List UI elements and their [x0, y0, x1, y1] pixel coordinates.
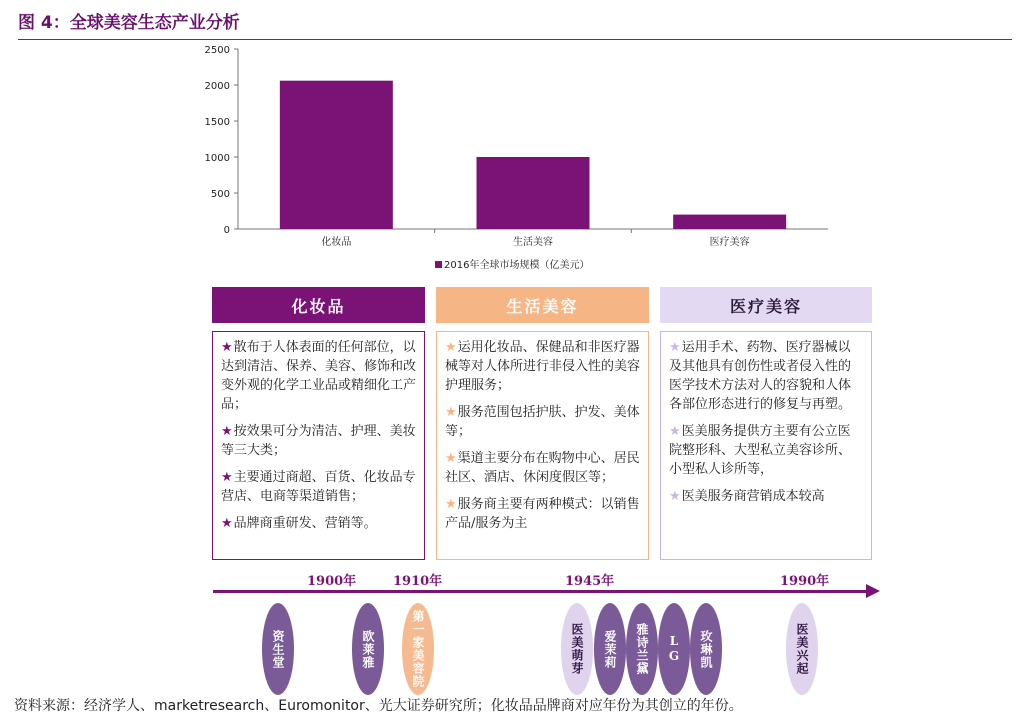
star-icon: ★ — [669, 424, 681, 439]
figure-title: 图 4：全球美容生态产业分析 — [18, 13, 240, 33]
timeline-event: 医美兴起 — [786, 603, 818, 695]
bar — [673, 215, 786, 229]
x-tick-label: 医疗美容 — [709, 237, 750, 248]
timeline-arrow-icon — [866, 584, 880, 598]
timeline-year: 1900年 — [307, 574, 357, 589]
panel-header-medical-beauty: 医疗美容 — [660, 287, 872, 323]
timeline-event: 第一家美容院 — [402, 603, 434, 695]
panel-header-lifestyle-beauty: 生活美容 — [436, 287, 649, 323]
bar — [477, 157, 590, 229]
panel-point: ★渠道主要分布在购物中心、居民社区、酒店、休闲度假区等； — [445, 451, 640, 485]
star-icon: ★ — [669, 340, 681, 355]
y-tick-label: 0 — [223, 225, 230, 236]
panel-body-medical-beauty — [660, 331, 872, 560]
timeline — [0, 565, 1017, 695]
panel-point: ★主要通过商超、百货、化妆品专营店、电商等渠道销售； — [221, 470, 416, 504]
panel-point: ★服务商主要有两种模式：以销售产品/服务为主 — [445, 497, 640, 531]
panel-body-lifestyle-beauty — [436, 331, 649, 560]
timeline-year: 1945年 — [565, 574, 615, 589]
y-tick-label: 1000 — [204, 153, 230, 164]
panel-point: ★医美服务商营销成本较高 — [669, 489, 825, 504]
chart-legend — [435, 258, 589, 271]
star-icon: ★ — [445, 451, 457, 466]
panel-point: ★按效果可分为清洁、护理、美妆等三大类； — [221, 424, 416, 458]
star-icon: ★ — [221, 470, 233, 485]
panel-point: ★品牌商重研发、营销等。 — [221, 516, 377, 531]
panel-point: ★运用手术、药物、医疗器械以及其他具有创伤性或者侵入性的医学技术方法对人的容貌和人体各部位形态进行的修复与再塑。 — [669, 340, 852, 412]
panel-header-cosmetics: 化妆品 — [212, 287, 425, 323]
legend-label: 2016年全球市场规模（亿美元） — [444, 260, 590, 271]
star-icon: ★ — [221, 340, 233, 355]
source-note: 资料来源：经济学人、marketresearch、Euromonitor、光大证券研究所；化妆品品牌商对应年份为其创立的年份。 — [14, 698, 743, 714]
timeline-line — [213, 590, 869, 593]
timeline-brand: 爱茉莉 — [594, 603, 626, 695]
panel-point: ★医美服务提供方主要有公立医院整形科、大型私立美容诊所、小型私人诊所等， — [669, 424, 852, 477]
timeline-brand: 雅诗兰黛 — [626, 603, 658, 695]
y-tick-label: 500 — [210, 189, 230, 200]
market-size-bar-chart — [0, 40, 1017, 275]
bar — [280, 81, 393, 229]
timeline-event: 医美萌芽 — [561, 603, 593, 695]
star-icon: ★ — [445, 405, 457, 420]
star-icon: ★ — [669, 489, 681, 504]
x-tick-label: 化妆品 — [321, 237, 352, 248]
panel-point: ★服务范围包括护肤、护发、美体等； — [445, 405, 640, 439]
bars — [280, 81, 786, 229]
timeline-brand: 欧莱雅 — [352, 603, 384, 695]
y-tick-label: 2500 — [204, 45, 230, 56]
panel-point: ★散布于人体表面的任何部位，以达到清洁、保养、美容、修饰和改变外观的化学工业品或精细化工产品； — [221, 340, 417, 412]
star-icon: ★ — [445, 340, 457, 355]
y-tick-label: 1500 — [204, 117, 230, 128]
star-icon: ★ — [445, 497, 457, 512]
x-tick-label: 生活美容 — [513, 237, 553, 248]
x-axis-labels — [321, 229, 749, 248]
timeline-brand: 玫琳凯 — [690, 603, 722, 695]
star-icon: ★ — [221, 424, 233, 439]
panel-body-cosmetics — [212, 331, 425, 560]
panel-point: ★运用化妆品、保健品和非医疗器械等对人体所进行非侵入性的美容护理服务； — [445, 340, 641, 393]
timeline-year: 1910年 — [393, 574, 443, 589]
y-tick-label: 2000 — [204, 81, 230, 92]
timeline-brand: 资生堂 — [262, 603, 294, 695]
legend-swatch — [435, 261, 442, 268]
star-icon: ★ — [221, 516, 233, 531]
timeline-year: 1990年 — [780, 574, 830, 589]
timeline-brand: LG — [658, 603, 690, 695]
